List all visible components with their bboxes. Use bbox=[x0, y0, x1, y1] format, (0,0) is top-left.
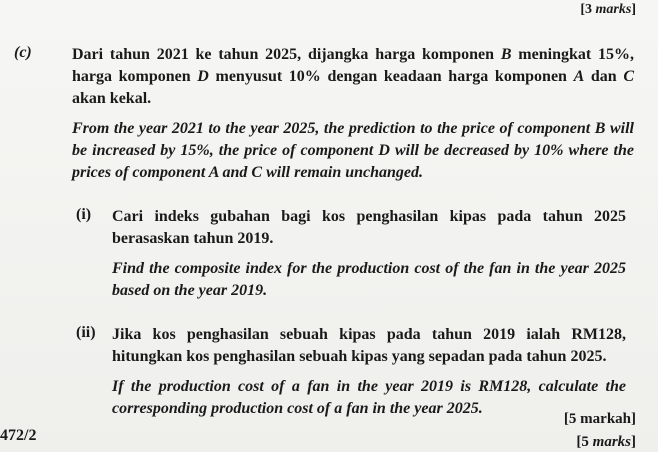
marks-en-word: marks bbox=[592, 434, 631, 450]
malay-part: dan bbox=[584, 68, 624, 85]
var-c: C bbox=[623, 68, 635, 85]
marks-word: marks bbox=[595, 2, 632, 17]
question-english-text: From the year 2021 to the year 2025, the prediction to the price of component B will be increased by 15%, the price of component D will be decreased by 10% where the prices of component A and C will remain unchanged. bbox=[72, 120, 634, 181]
sub-question-i bbox=[14, 206, 634, 302]
sub-question-malay-text: Jika kos penghasilan sebuah kipas pada tahun 2019 ialah RM128, hitungkan kos penghasilan sebuah kipas yang sepadan pada tahun 2025. bbox=[112, 326, 626, 365]
sub-question-english-text: Find the composite index for the production cost of the fan in the year 2025 based on the year 2019. bbox=[112, 260, 626, 299]
var-d: D bbox=[197, 68, 209, 85]
malay-part: akan kekal. bbox=[72, 90, 152, 107]
marks-open: [3 bbox=[580, 2, 596, 17]
sub-question-english-text: If the production cost of a fan in the year 2019 is RM128, calculate the corresponding production cost of a fan in the year 2025. bbox=[112, 378, 626, 417]
sub-question-label: (ii) bbox=[76, 324, 96, 341]
marks-english bbox=[576, 434, 636, 451]
marks-malay: [5 markah] bbox=[563, 411, 636, 427]
question-malay-text bbox=[72, 44, 634, 110]
malay-part: menyusut 10% dengan keadaan harga komponen bbox=[208, 68, 574, 85]
var-a: A bbox=[573, 68, 585, 85]
question-label: (c) bbox=[14, 44, 32, 61]
malay-part: Dari tahun 2021 ke tahun 2025, dijangka harga komponen bbox=[72, 46, 501, 63]
sub-question-label: (i) bbox=[76, 206, 92, 223]
marks-en-open: [5 bbox=[576, 434, 593, 450]
paper-code: 472/2 bbox=[0, 427, 37, 444]
question-c bbox=[14, 44, 634, 420]
var-b: B bbox=[500, 46, 512, 63]
malay-part: meningkat 15%, harga komponen bbox=[72, 46, 634, 85]
sub-question-malay-text: Cari indeks gubahan bagi kos penghasilan kipas pada tahun 2025 berasaskan tahun 2019. bbox=[112, 208, 626, 247]
marks-en-close: ] bbox=[631, 434, 636, 450]
marks-top bbox=[580, 2, 636, 18]
marks-close: ] bbox=[631, 2, 636, 17]
sub-question-ii bbox=[14, 324, 634, 420]
